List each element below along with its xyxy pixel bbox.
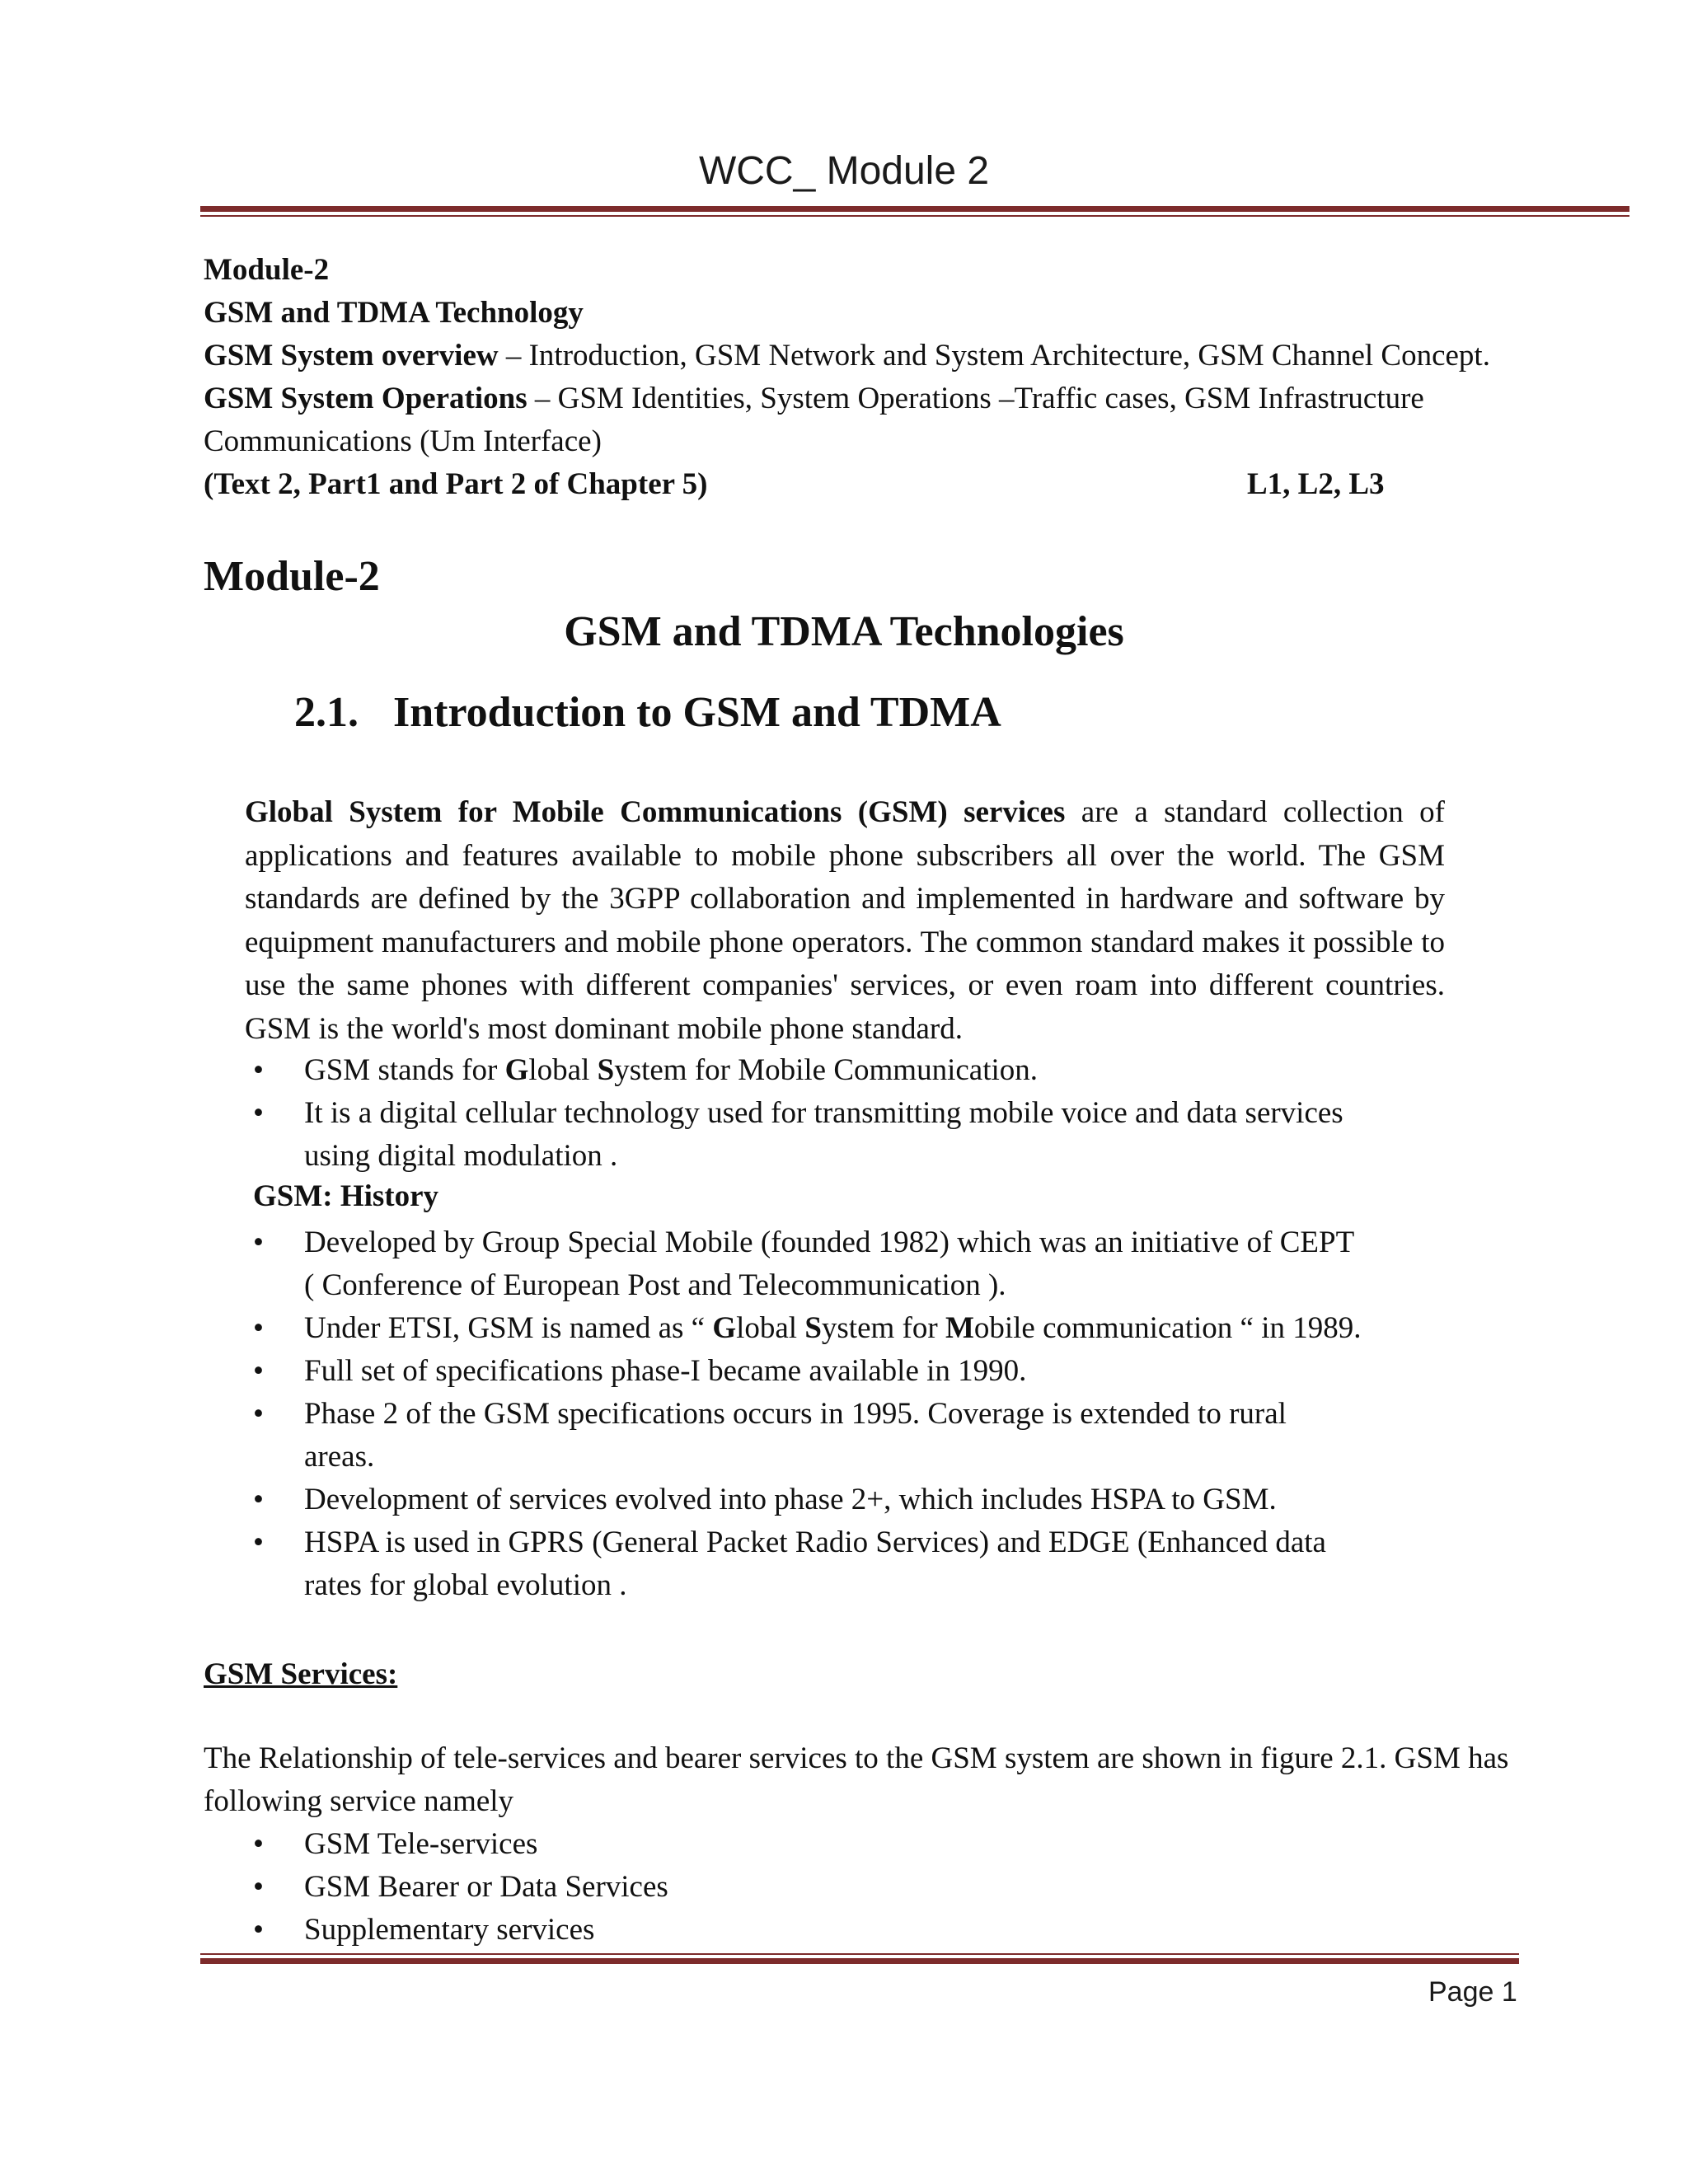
bullet-icon: • bbox=[253, 1483, 264, 1516]
bullet-icon: • bbox=[253, 1226, 264, 1259]
bullet-icon: • bbox=[253, 1354, 264, 1388]
list-item-text: Developed by Group Special Mobile (founded 1982) which was an initiative of CEPT bbox=[304, 1226, 1355, 1259]
services-paragraph-line-1: The Relationship of tele-services and bearer services to the GSM system are shown in figure 2.1. GSM has bbox=[204, 1741, 1509, 1775]
list-item-text-cont: areas. bbox=[304, 1440, 375, 1474]
list-item-text-cont: rates for global evolution . bbox=[304, 1568, 627, 1602]
module-heading: Module-2 bbox=[204, 553, 380, 600]
history-heading: GSM: History bbox=[253, 1179, 439, 1213]
list-item-text-cont: ( Conference of European Post and Telecommunication ). bbox=[304, 1268, 1006, 1302]
list-item-text: Full set of specifications phase-I became available in 1990. bbox=[304, 1354, 1027, 1388]
bullet-icon: • bbox=[253, 1913, 264, 1947]
header-rule-thick bbox=[200, 206, 1629, 212]
syllabus-operations-line bbox=[204, 377, 1424, 420]
syllabus-operations-line-2: Communications (Um Interface) bbox=[204, 424, 602, 458]
list-item-text: It is a digital cellular technology used for transmitting mobile voice and data services bbox=[304, 1096, 1343, 1130]
bullet-icon: • bbox=[253, 1526, 264, 1559]
list-item-text: Development of services evolved into phase 2+, which includes HSPA to GSM. bbox=[304, 1483, 1277, 1516]
services-paragraph-line-2: following service namely bbox=[204, 1784, 514, 1818]
list-item-text: GSM Tele-services bbox=[304, 1827, 538, 1861]
bullet-icon: • bbox=[253, 1870, 264, 1904]
bullet-icon: • bbox=[253, 1096, 264, 1130]
bullet-icon: • bbox=[253, 1397, 264, 1431]
main-heading: GSM and TDMA Technologies bbox=[564, 608, 1124, 655]
intro-body: are a standard collection of applications and features available to mobile phone subscribers all over the world. The GSM standards are defined by the 3GPP collaboration and implemented in hardware and software by equipment manufacturers and mobile phone operators. The common standard makes it possible to use the same phones with different companies' services, or even roam into different countries. GSM is the world's most dominant mobile phone standard. bbox=[245, 795, 1445, 1046]
list-item-text: Supplementary services bbox=[304, 1913, 595, 1947]
footer-rule-thick bbox=[200, 1958, 1519, 1964]
list-item-text: HSPA is used in GPRS (General Packet Radio Services) and EDGE (Enhanced data bbox=[304, 1526, 1326, 1559]
list-item-text: Phase 2 of the GSM specifications occurs in 1995. Coverage is extended to rural bbox=[304, 1397, 1287, 1431]
syllabus-overview-line bbox=[204, 335, 1490, 377]
bullet-icon: • bbox=[253, 1827, 264, 1861]
list-item-text-cont: using digital modulation . bbox=[304, 1139, 618, 1173]
list-item-text: GSM Bearer or Data Services bbox=[304, 1870, 668, 1904]
section-heading bbox=[294, 688, 1001, 737]
intro-lead: Global System for Mobile Communications (GSM) services bbox=[245, 795, 1066, 829]
syllabus-operations-text: – GSM Identities, System Operations –Traffic cases, GSM Infrastructure bbox=[527, 382, 1424, 415]
syllabus-levels: L1, L2, L3 bbox=[1247, 467, 1385, 501]
list-item-text: Under ETSI, GSM is named as “ Global System for Mobile communication “ in 1989. bbox=[304, 1311, 1362, 1345]
syllabus-topic: GSM and TDMA Technology bbox=[204, 296, 584, 330]
syllabus-text-reference: (Text 2, Part1 and Part 2 of Chapter 5) bbox=[204, 467, 708, 501]
section-number: 2.1. bbox=[294, 689, 359, 736]
syllabus-operations-label: GSM System Operations bbox=[204, 382, 528, 415]
syllabus-overview-label: GSM System overview bbox=[204, 339, 499, 373]
section-title: Introduction to GSM and TDMA bbox=[393, 689, 1001, 736]
footer-rule-thin bbox=[200, 1953, 1519, 1955]
bullet-icon: • bbox=[253, 1053, 264, 1087]
header-rule-thin bbox=[200, 215, 1629, 217]
intro-paragraph bbox=[245, 791, 1445, 1051]
bullet-icon: • bbox=[253, 1311, 264, 1345]
syllabus-module-label: Module-2 bbox=[204, 253, 330, 287]
syllabus-overview-text: – Introduction, GSM Network and System Architecture, GSM Channel Concept. bbox=[498, 339, 1490, 373]
running-header-title: WCC_ Module 2 bbox=[698, 149, 990, 193]
list-item-text: GSM stands for Global System for Mobile Communication. bbox=[304, 1053, 1039, 1087]
services-heading: GSM Services: bbox=[204, 1657, 398, 1691]
page-number: Page 1 bbox=[1428, 1976, 1517, 2008]
